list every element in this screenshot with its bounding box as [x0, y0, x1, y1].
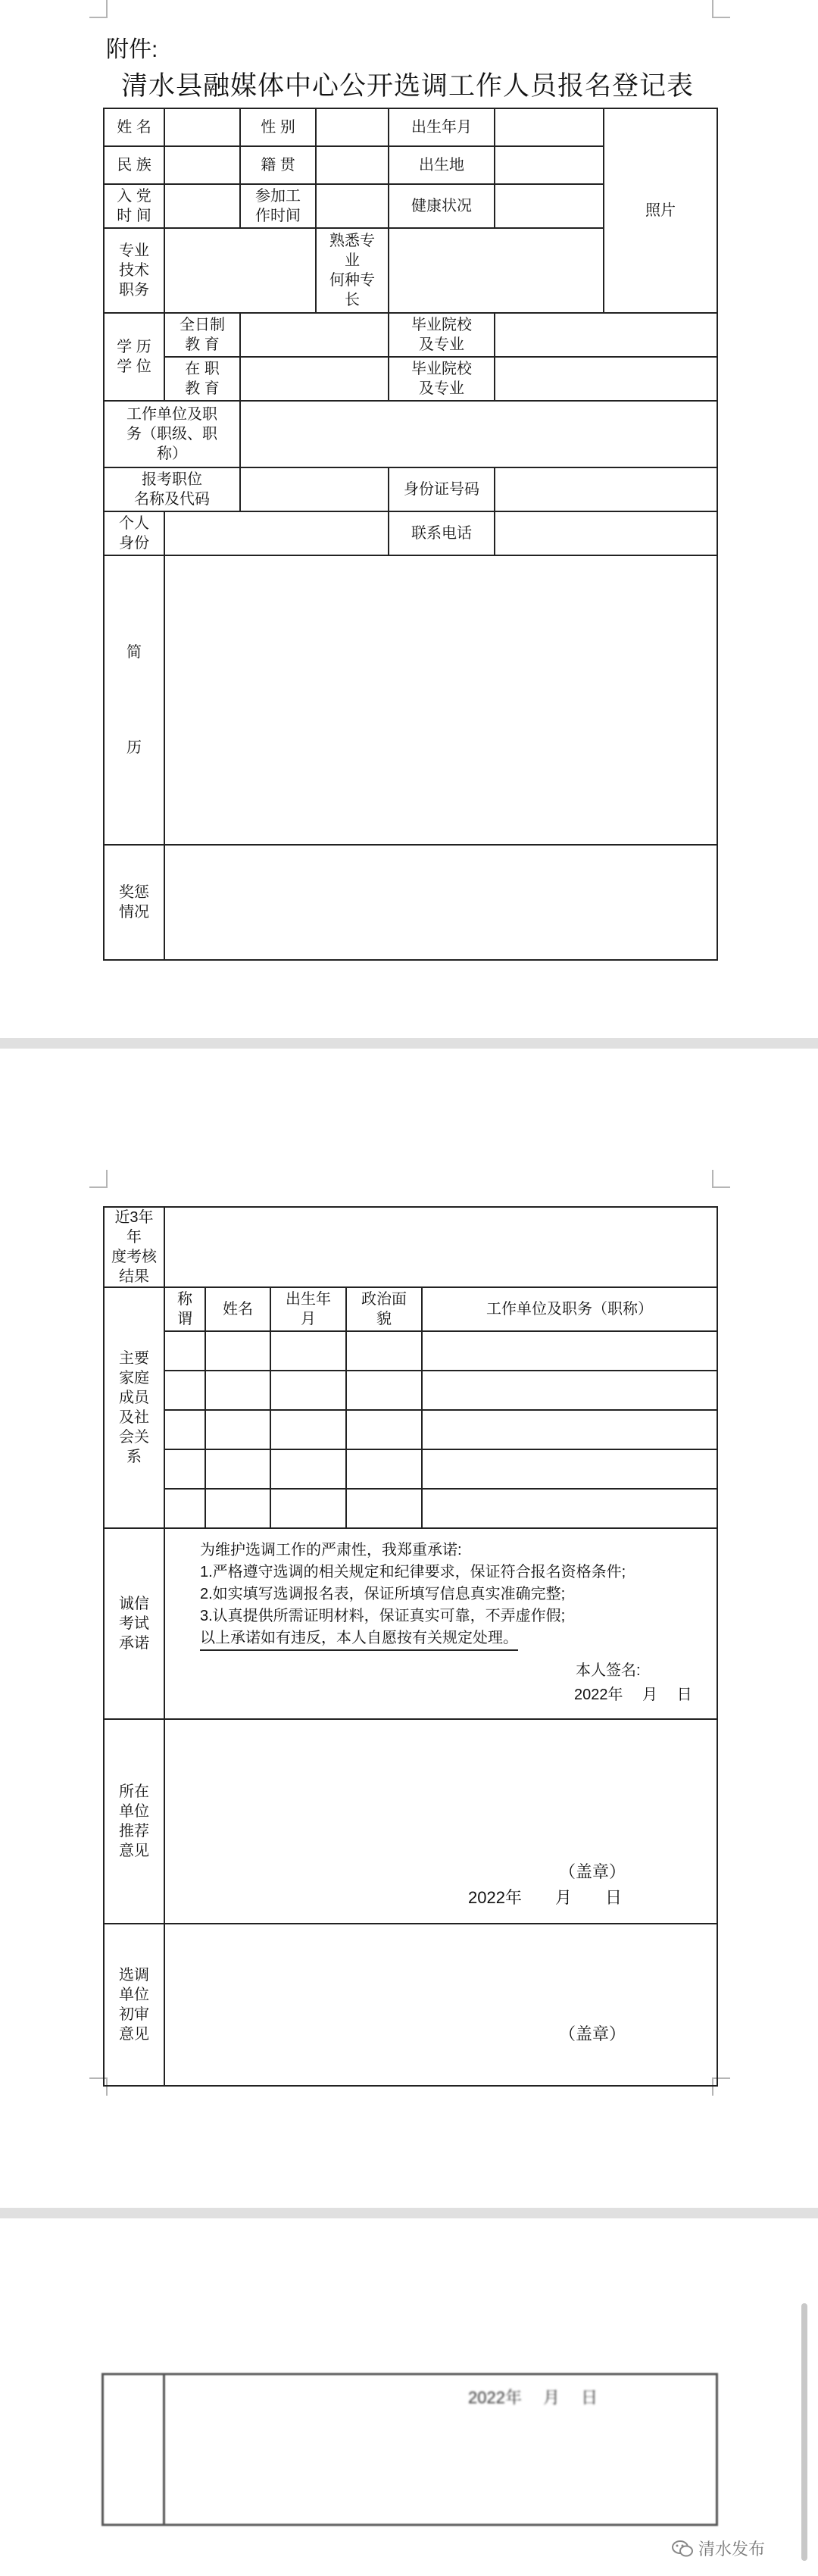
table-cell[interactable]: [346, 1449, 422, 1489]
table-cell[interactable]: [422, 1489, 717, 1528]
table-cell[interactable]: [164, 1410, 205, 1449]
pledge-line: 3.认真提供所需证明材料，保证真实可靠，不弄虚作假;: [200, 1608, 566, 1624]
assessment-label: 近3年年 度考核 结果: [104, 1207, 164, 1287]
page-3: [0, 2218, 818, 2576]
fulltime-label: 全日制 教 育: [164, 313, 240, 357]
table-cell[interactable]: [270, 1331, 346, 1371]
resume-field[interactable]: [164, 555, 717, 845]
idcard-label: 身份证号码: [389, 467, 495, 511]
wechat-icon: [671, 2540, 694, 2558]
reward-label: 奖惩 情况: [104, 845, 164, 960]
reward-field[interactable]: [164, 845, 717, 960]
pledge-cell: [164, 1528, 717, 1719]
pledge-line: 2.如实填写选调报名表，保证所填写信息真实准确完整;: [200, 1586, 566, 1602]
pledge-text: [200, 1540, 685, 1651]
gender-field[interactable]: [316, 108, 389, 146]
pledge-line: 1.严格遵守选调的相关规定和纪律要求，保证符合报名资格条件;: [200, 1564, 626, 1580]
pledge-label: 诚信考试承诺: [104, 1528, 164, 1719]
form-title: 清水县融媒体中心公开选调工作人员报名登记表: [121, 71, 695, 101]
table-cell[interactable]: [346, 1331, 422, 1371]
phone-label: 联系电话: [389, 511, 495, 555]
table-cell[interactable]: [422, 1449, 717, 1489]
personal-status-label: 个人 身份: [104, 511, 164, 555]
recommend-cell[interactable]: [164, 1719, 717, 1924]
review-cell[interactable]: [164, 1924, 717, 2086]
work-time-label: 参加工 作时间: [240, 184, 316, 228]
tech-title-field[interactable]: [164, 228, 316, 313]
crop-mark: [89, 1170, 108, 1188]
family-pledge-table: [103, 1206, 718, 2087]
pledge-line: 为维护选调工作的严肃性，我郑重承诺:: [200, 1542, 462, 1558]
table-cell[interactable]: [270, 1449, 346, 1489]
table-cell[interactable]: [164, 1489, 205, 1528]
page-separator: [0, 1038, 818, 1049]
post-field[interactable]: [240, 467, 389, 511]
inservice-label: 在 职 教 育: [164, 357, 240, 401]
phone-field[interactable]: [495, 511, 717, 555]
recommend-date: 2022年 月 日: [468, 1888, 622, 1907]
political-header: 政治面 貌: [346, 1287, 422, 1331]
work-unit-label: 工作单位及职 务（职级、职 称）: [104, 401, 240, 467]
crop-mark: [712, 1170, 730, 1188]
family-label: 主要家庭成员及社会关系: [104, 1287, 164, 1528]
page-1: [0, 0, 818, 1038]
pledge-line: 以上承诺如有违反，本人自愿按有关规定处理。: [200, 1627, 518, 1651]
blurred-column-divider: [163, 2375, 165, 2524]
relation-header: 称 谓: [164, 1287, 205, 1331]
member-unit-header: 工作单位及职务（职称）: [422, 1287, 717, 1331]
table-cell[interactable]: [422, 1331, 717, 1371]
blurred-date: 2022年 月 日: [468, 2388, 598, 2407]
crop-mark: [89, 0, 108, 18]
review-stamp: （盖章）: [559, 2024, 626, 2043]
photo-cell[interactable]: 照片: [604, 108, 717, 313]
blurred-table-fragment: [101, 2373, 718, 2526]
post-label: 报考职位 名称及代码: [104, 467, 240, 511]
health-label: 健康状况: [389, 184, 495, 228]
school2-field[interactable]: [495, 357, 717, 401]
table-cell[interactable]: [346, 1410, 422, 1449]
table-cell[interactable]: [164, 1331, 205, 1371]
ethnicity-label: 民 族: [104, 146, 164, 184]
crop-mark: [712, 0, 730, 18]
member-name-header: 姓名: [205, 1287, 270, 1331]
tech-title-label: 专业 技术 职务: [104, 228, 164, 313]
birth-label: 出生年月: [389, 108, 495, 146]
scrollbar[interactable]: [801, 2303, 807, 2561]
native-place-label: 籍 贯: [240, 146, 316, 184]
fulltime-field[interactable]: [240, 313, 389, 357]
birthplace-field[interactable]: [495, 146, 604, 184]
page-2: [0, 1049, 818, 2208]
table-cell[interactable]: [205, 1489, 270, 1528]
birth-field[interactable]: [495, 108, 604, 146]
registration-table: [103, 108, 718, 961]
table-cell[interactable]: [205, 1371, 270, 1410]
gender-label: 性 别: [240, 108, 316, 146]
table-cell[interactable]: [422, 1410, 717, 1449]
health-field[interactable]: [495, 184, 604, 228]
table-cell[interactable]: [205, 1449, 270, 1489]
idcard-field[interactable]: [495, 467, 717, 511]
school2-label: 毕业院校 及专业: [389, 357, 495, 401]
attachment-label: 附件:: [106, 37, 158, 62]
party-time-field[interactable]: [164, 184, 240, 228]
table-cell[interactable]: [346, 1371, 422, 1410]
party-time-label: 入 党 时 间: [104, 184, 164, 228]
work-time-field[interactable]: [316, 184, 389, 228]
table-cell[interactable]: [205, 1331, 270, 1371]
table-cell[interactable]: [205, 1410, 270, 1449]
work-unit-field[interactable]: [240, 401, 717, 467]
resume-label: 简 历: [104, 555, 164, 845]
recommend-label: 所在单位推荐意见: [104, 1719, 164, 1924]
table-cell[interactable]: [422, 1371, 717, 1410]
school-label: 毕业院校 及专业: [389, 313, 495, 357]
native-place-field[interactable]: [316, 146, 389, 184]
birthplace-label: 出生地: [389, 146, 495, 184]
watermark-text: 清水发布: [698, 2540, 766, 2559]
assessment-field[interactable]: [164, 1207, 717, 1287]
table-cell[interactable]: [164, 1371, 205, 1410]
education-label: 学 历 学 位: [104, 313, 164, 401]
page-separator: [0, 2208, 818, 2218]
sign-label: 本人签名:: [576, 1662, 641, 1679]
table-cell[interactable]: [270, 1489, 346, 1528]
review-label: 选调单位初审意见: [104, 1924, 164, 2086]
specialty-field[interactable]: [389, 228, 604, 313]
personal-status-field[interactable]: [164, 511, 389, 555]
member-birth-header: 出生年 月: [270, 1287, 346, 1331]
ethnicity-field[interactable]: [164, 146, 240, 184]
table-cell[interactable]: [270, 1410, 346, 1449]
specialty-label: 熟悉专 业 何种专 长: [316, 228, 389, 313]
name-label: 姓 名: [104, 108, 164, 146]
table-cell[interactable]: [270, 1371, 346, 1410]
recommend-stamp: （盖章）: [559, 1862, 626, 1881]
name-field[interactable]: [164, 108, 240, 146]
table-cell[interactable]: [164, 1449, 205, 1489]
watermark: [671, 2537, 765, 2560]
table-cell[interactable]: [346, 1489, 422, 1528]
sign-date: 2022年 月 日: [574, 1687, 692, 1703]
inservice-field[interactable]: [240, 357, 389, 401]
school-field[interactable]: [495, 313, 717, 357]
